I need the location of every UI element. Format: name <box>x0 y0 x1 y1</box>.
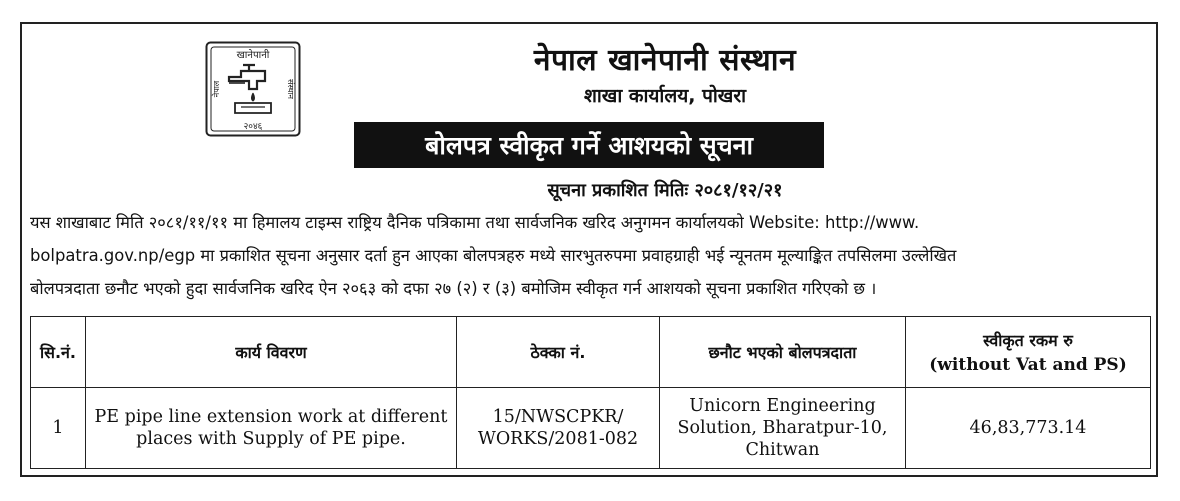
logo-right-text: संस्थान <box>286 79 295 99</box>
header-amount-label: स्वीकृत रकम रु <box>983 331 1073 350</box>
cell-text: PE pipe line extension work at different <box>94 407 448 427</box>
header-selected-bidder: छनौट भएको बोलपत्रदाता <box>660 317 906 388</box>
cell-text: WORKS/2081-082 <box>477 429 639 449</box>
notice-body-line: बोलपत्रदाता छनौट भएको हुदा सार्वजनिक खरिद ऐन २०६३ को दफा २७ (२) र (३) बमोजिम स्वीकृत गर्न आशयको सूचना प्रकाशित गरिएको छ । <box>30 279 877 298</box>
cell-text: Solution, Bharatpur-10, <box>677 418 888 438</box>
cell-text: Chitwan <box>745 440 820 460</box>
notice-body <box>30 206 1154 305</box>
header-approved-amount <box>906 317 1151 388</box>
notice-title-banner <box>354 122 824 168</box>
header-amount-note: (without Vat and PS) <box>929 355 1127 375</box>
cell-selected-bidder <box>660 388 906 469</box>
logo-bottom-text: २०४६ <box>243 122 263 132</box>
cell-sn: 1 <box>31 388 86 469</box>
cell-text: 15/NWSCPKR/ <box>492 407 624 427</box>
cell-work-description <box>86 388 457 469</box>
logo-top-text: खानेपानी <box>236 50 270 61</box>
logo-left-text: नेपाल <box>212 80 221 98</box>
header-work-description: कार्य विवरण <box>86 317 457 388</box>
branch-office: शाखा कार्यालय, पोखरा <box>583 85 747 107</box>
organization-name: नेपाल खानेपानी संस्थान <box>533 43 797 78</box>
notice-body-line: bolpatra.gov.np/egp मा प्रकाशित सूचना अनुसार दर्ता हुन आएका बोलपत्रहरु मध्ये सारभुतरुपमा प्रवाहग्राही भई न्यूनतम मूल्याङ्कित तपसिलमा उल्लेखित <box>30 246 957 265</box>
cell-contract-no <box>457 388 660 469</box>
award-table <box>30 316 1151 469</box>
notice-body-line: यस शाखाबाट मिति २०८१/११/११ मा हिमालय टाइम्स राष्ट्रिय दैनिक पत्रिकामा तथा सार्वजनिक खरिद अनुगमन कार्यालयको Website: http://www. <box>30 213 920 232</box>
table-header-row <box>31 317 1151 388</box>
header-contract-no: ठेक्का नं. <box>457 317 660 388</box>
cell-text: Unicorn Engineering <box>689 396 876 416</box>
publish-date: सूचना प्रकाशित मितिः २०८१/१२/२१ <box>547 180 783 201</box>
cell-approved-amount: 46,83,773.14 <box>906 388 1151 469</box>
table-row <box>31 388 1151 469</box>
notice-title: बोलपत्र स्वीकृत गर्ने आशयको सूचना <box>425 131 753 160</box>
cell-text: places with Supply of PE pipe. <box>136 429 406 449</box>
header-sn: सि.नं. <box>31 317 86 388</box>
